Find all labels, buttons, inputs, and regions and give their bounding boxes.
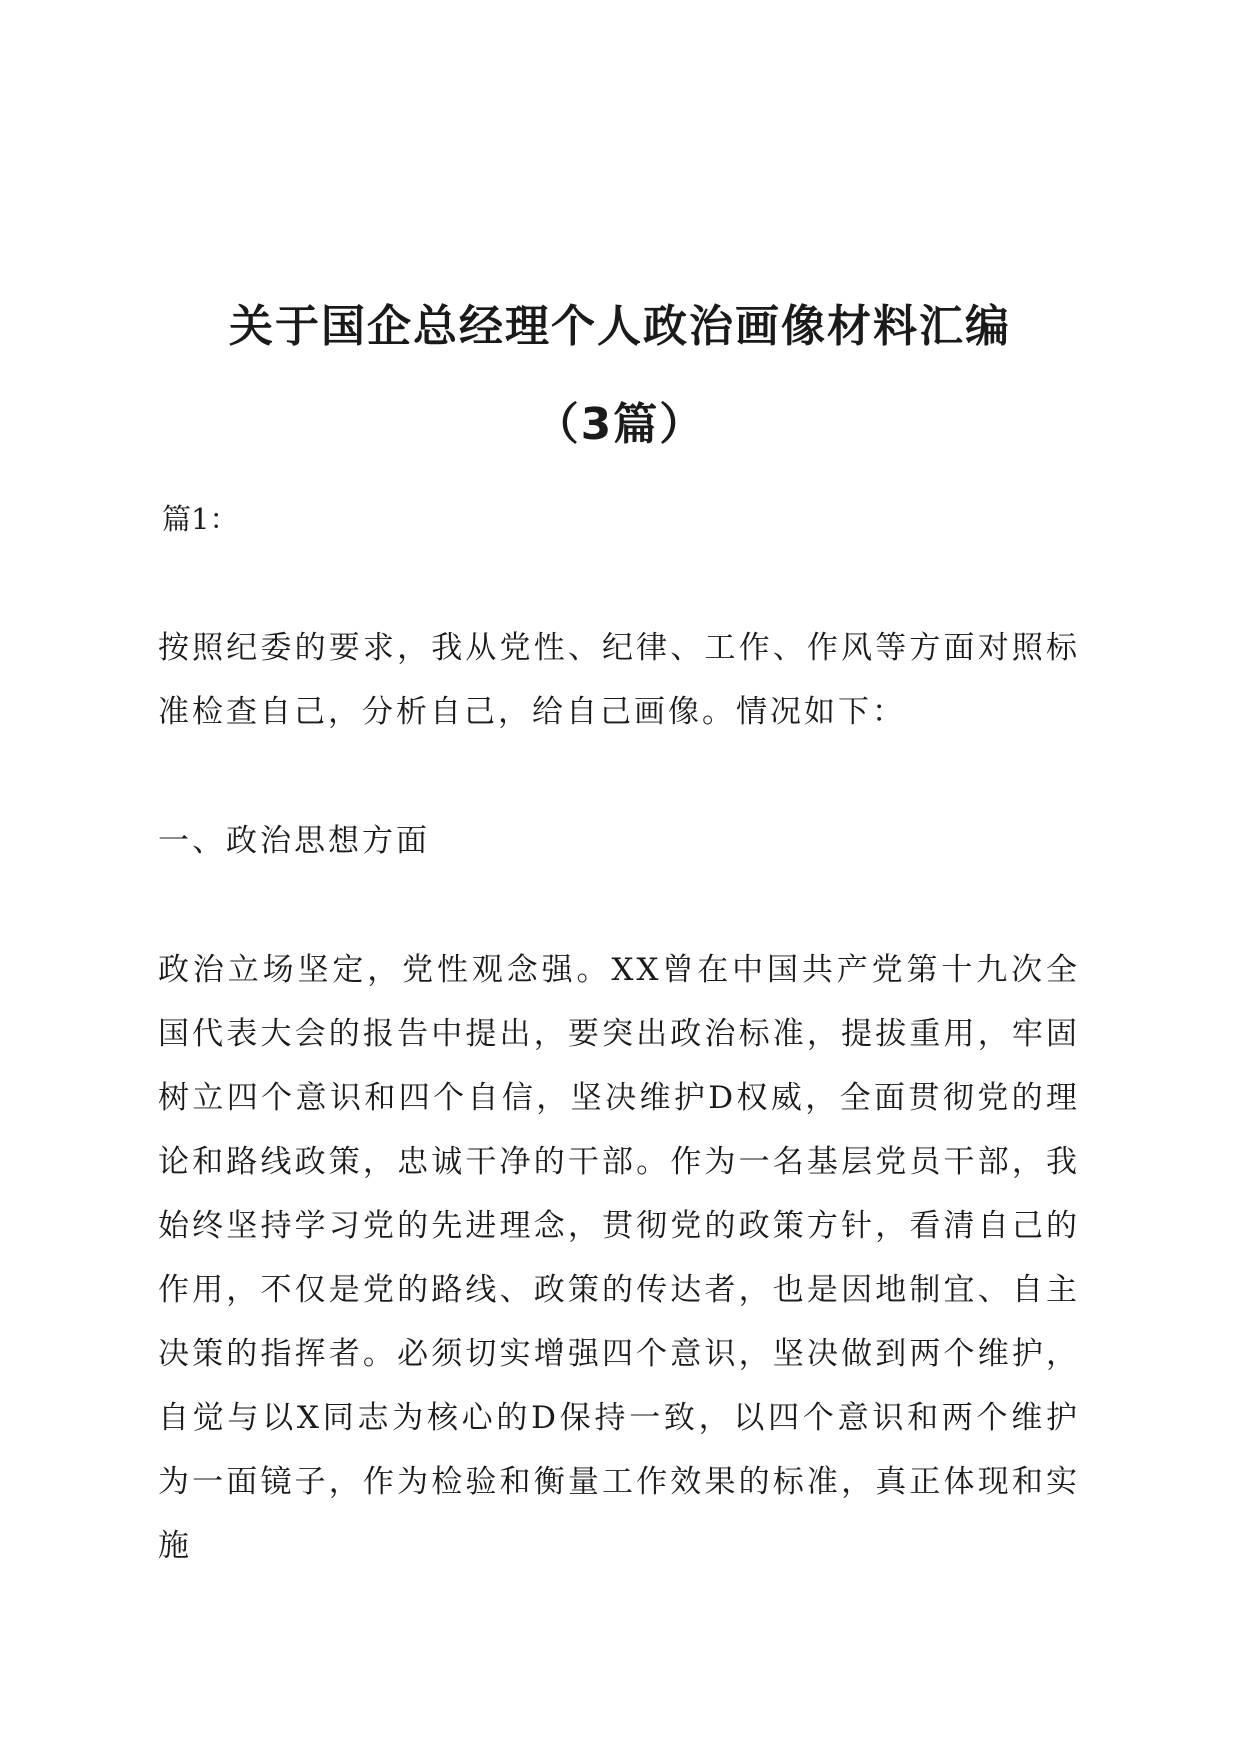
document-title: 关于国企总经理个人政治画像材料汇编 [229,301,1011,352]
body-paragraph: 政治立场坚定，党性观念强。XX曾在中国共产党第十九次全国代表大会的报告中提出，要突出政治标准，提拔重用，牢固树立四个意识和四个自信，坚决维护D权威，全面贯彻党的理论和路线政策，忠诚干净的干部。作为一名基层党员干部，我始终坚持学习党的先进理念，贯彻党的政策方针，看清自己的作用，不仅是党的路线、政策的传达者，也是因地制宜、自主决策的指挥者。必须切实增强四个意识，坚决做到两个维护，自觉与以X同志为核心的D保持一致，以四个意识和两个维护为一面镜子，作为检验和衡量工作效果的标准，真正体现和实施 [158,952,1080,1564]
section-heading: 一、政治思想方面 [158,823,430,859]
intro-paragraph: 按照纪委的要求，我从党性、纪律、工作、作风等方面对照标准检查自己，分析自己，给自己画像。情况如下： [158,630,1080,730]
section-label: 篇1： [162,502,239,536]
document-subtitle: （3篇） [534,399,706,450]
